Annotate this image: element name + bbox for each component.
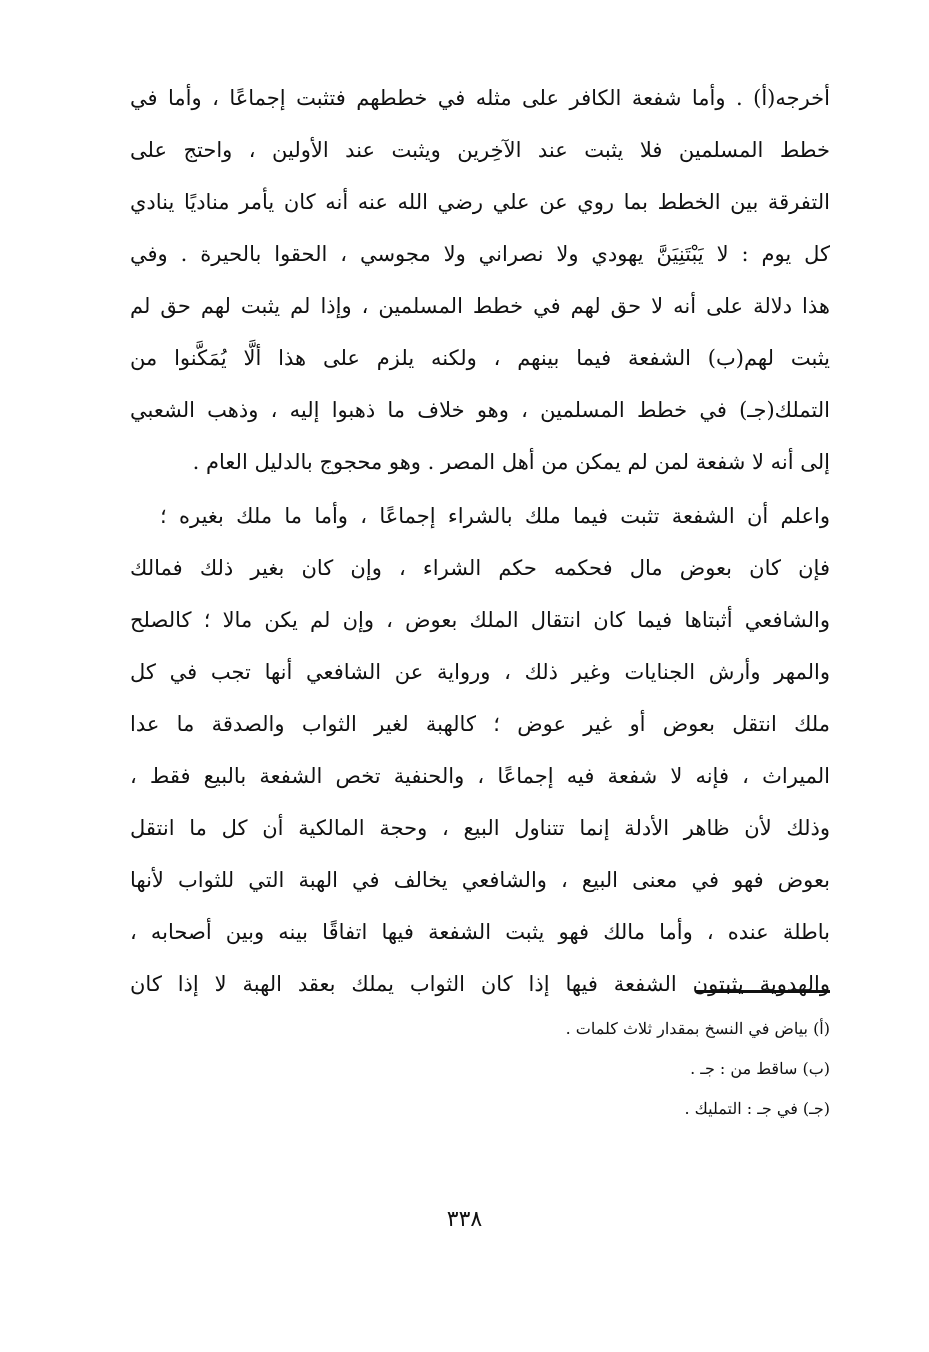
text-line: يثبت لهم(ب) الشفعة فيما بينهم ، ولكنه يلزم على هذا ألَّا يُمَكَّنوا من [130, 346, 830, 370]
footnote-b: (ب) ساقط من : جـ . [690, 1059, 830, 1078]
text-line: التفرقة بين الخطط بما روي عن علي رضي الله عنه أنه كان يأمر مناديًا ينادي [130, 190, 830, 214]
text-line: التملك(جـ) في خطط المسلمين ، وهو خلاف ما ذهبوا إليه ، وذهب الشعبي [130, 398, 830, 422]
text-line: إلى أنه لا شفعة لمن لم يمكن من أهل المصر . وهو محجوج بالدليل العام . [192, 450, 830, 474]
text-line: الميراث ، فإنه لا شفعة فيه إجماعًا ، والحنفية تخص الشفعة بالبيع فقط ، [130, 764, 830, 788]
text-line: كل يوم : لا يَبْتَنِيَنَّ يهودي ولا نصراني ولا مجوسي ، الحقوا بالحيرة . وفي [130, 242, 830, 266]
text-line: أخرجه(أ) . وأما شفعة الكافر على مثله في خططهم فتثبت إجماعًا ، وأما في [130, 86, 830, 110]
footnote-a: (أ) بياض في النسخ بمقدار ثلاث كلمات . [565, 1019, 830, 1038]
text-line: باطلة عنده ، وأما مالك فهو يثبت الشفعة فيها اتفاقًا بينه وبين أصحابه ، [130, 920, 830, 944]
text-line: واعلم أن الشفعة تثبت فيما ملك بالشراء إجماعًا ، وأما ما ملك بغيره ؛ [160, 504, 830, 528]
text-line: ملك انتقل بعوض أو غير عوض ؛ كالهبة لغير الثواب والصدقة ما عدا [130, 712, 830, 736]
text-line: والشافعي أثبتاها فيما كان انتقال الملك بعوض ، وإن لم يكن مالا ؛ كالصلح [130, 608, 830, 632]
text-line: والهدوية يثبتون الشفعة فيها إذا كان الثواب يملك بعقد الهبة لا إذا كان [130, 972, 830, 996]
footnote-c: (جـ) في جـ : التمليك . [684, 1099, 830, 1118]
text-line: وذلك لأن ظاهر الأدلة إنما تتناول البيع ، وحجة المالكية أن كل ما انتقل [130, 816, 830, 840]
text-line: خطط المسلمين فلا يثبت عند الآخِرين ويثبت عند الأولين ، واحتج على [130, 138, 830, 162]
text-line: هذا دلالة على أنه لا حق لهم في خطط المسلمين ، وإذا لم يثبت لهم حق لم [130, 294, 830, 318]
text-line: والمهر وأرش الجنايات وغير ذلك ، ورواية عن الشافعي أنها تجب في كل [130, 660, 830, 684]
page-number: ٣٣٨ [446, 1207, 483, 1232]
footnote-separator [696, 990, 830, 993]
text-line: فإن كان بعوض مال فحكمه حكم الشراء ، وإن كان بغير ذلك فمالك [130, 556, 830, 580]
text-line: بعوض فهو في معنى البيع ، والشافعي يخالف في الهبة التي للثواب لأنها [130, 868, 830, 892]
